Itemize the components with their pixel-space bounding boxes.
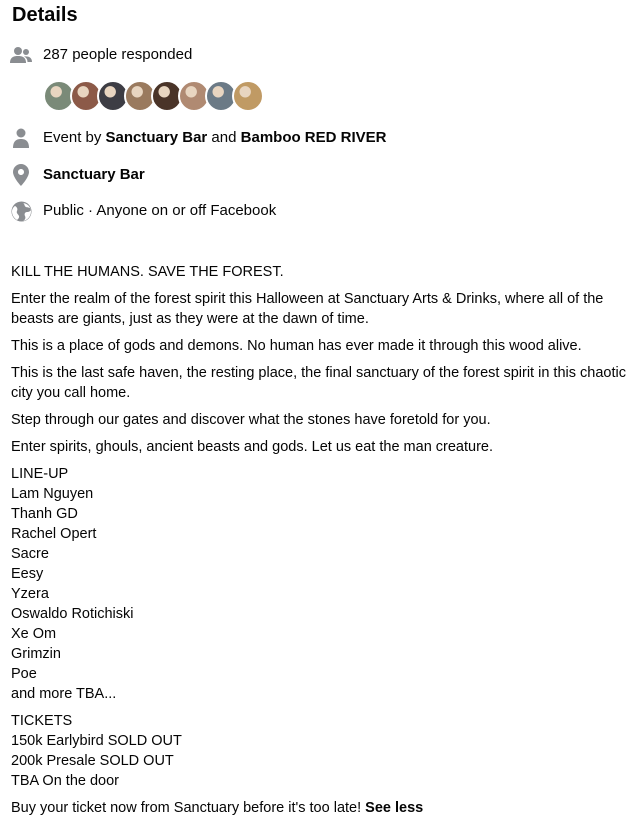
ticket-item: TICKETS <box>11 713 73 729</box>
ticket-item: TBA On the door <box>11 773 120 789</box>
see-less-button[interactable]: See less <box>365 800 424 816</box>
lineup-item: Sacre <box>11 546 49 562</box>
lineup-item: Xe Om <box>11 626 57 642</box>
event-by-row <box>10 126 387 150</box>
lineup-item: Oswaldo Rotichiski <box>11 606 134 622</box>
description-paragraph: KILL THE HUMANS. SAVE THE FOREST. <box>11 264 284 280</box>
details-title: Details <box>12 4 78 26</box>
lineup-item: and more TBA... <box>11 686 117 702</box>
tickets-list <box>11 711 631 791</box>
description-paragraph: Enter spirits, ghouls, ancient beasts and gods. Let us eat the man creature. <box>11 439 494 455</box>
lineup-item: Lam Nguyen <box>11 486 94 502</box>
responder-avatars[interactable] <box>43 80 259 112</box>
privacy-text: Public · Anyone on or off Facebook <box>43 202 277 219</box>
globe-icon <box>10 200 32 222</box>
map-pin-icon <box>10 164 32 186</box>
location-link[interactable]: Sanctuary Bar <box>43 166 145 183</box>
privacy-row <box>10 199 276 223</box>
location-row <box>10 163 145 187</box>
description-paragraph: This is the last safe haven, the resting place, the final sanctuary of the forest spirit in this chaotic city you call home. <box>11 365 626 401</box>
description-paragraph: Step through our gates and discover what the stones have foretold for you. <box>11 412 491 428</box>
event-description <box>11 262 631 823</box>
person-icon <box>10 127 32 149</box>
responded-row <box>10 43 192 67</box>
lineup-item: Grimzin <box>11 646 61 662</box>
ticket-item: 150k Earlybird SOLD OUT <box>11 733 182 749</box>
description-last-line <box>11 798 631 818</box>
host-link-2[interactable]: Bamboo RED RIVER <box>240 129 387 146</box>
lineup-list <box>11 464 631 704</box>
lineup-item: Poe <box>11 666 37 682</box>
event-by-label: Event by <box>43 129 106 146</box>
description-paragraph: This is a place of gods and demons. No human has ever made it through this wood alive. <box>11 338 582 354</box>
buy-ticket-text: Buy your ticket now from Sanctuary before it's too late! <box>11 800 366 816</box>
people-icon <box>10 44 32 66</box>
description-paragraph: Enter the realm of the forest spirit this Halloween at Sanctuary Arts & Drinks, where all of the beasts are giants, just as they were at the dawn of time. <box>11 291 604 327</box>
host-link-1[interactable]: Sanctuary Bar <box>105 129 208 146</box>
ticket-item: 200k Presale SOLD OUT <box>11 753 174 769</box>
lineup-item: LINE-UP <box>11 466 69 482</box>
lineup-item: Thanh GD <box>11 506 78 522</box>
lineup-item: Yzera <box>11 586 49 602</box>
lineup-item: Eesy <box>11 566 44 582</box>
responded-text: 287 people responded <box>43 46 193 63</box>
and-label: and <box>207 129 241 146</box>
lineup-item: Rachel Opert <box>11 526 97 542</box>
avatar[interactable] <box>232 80 264 112</box>
event-by-text <box>43 128 387 148</box>
